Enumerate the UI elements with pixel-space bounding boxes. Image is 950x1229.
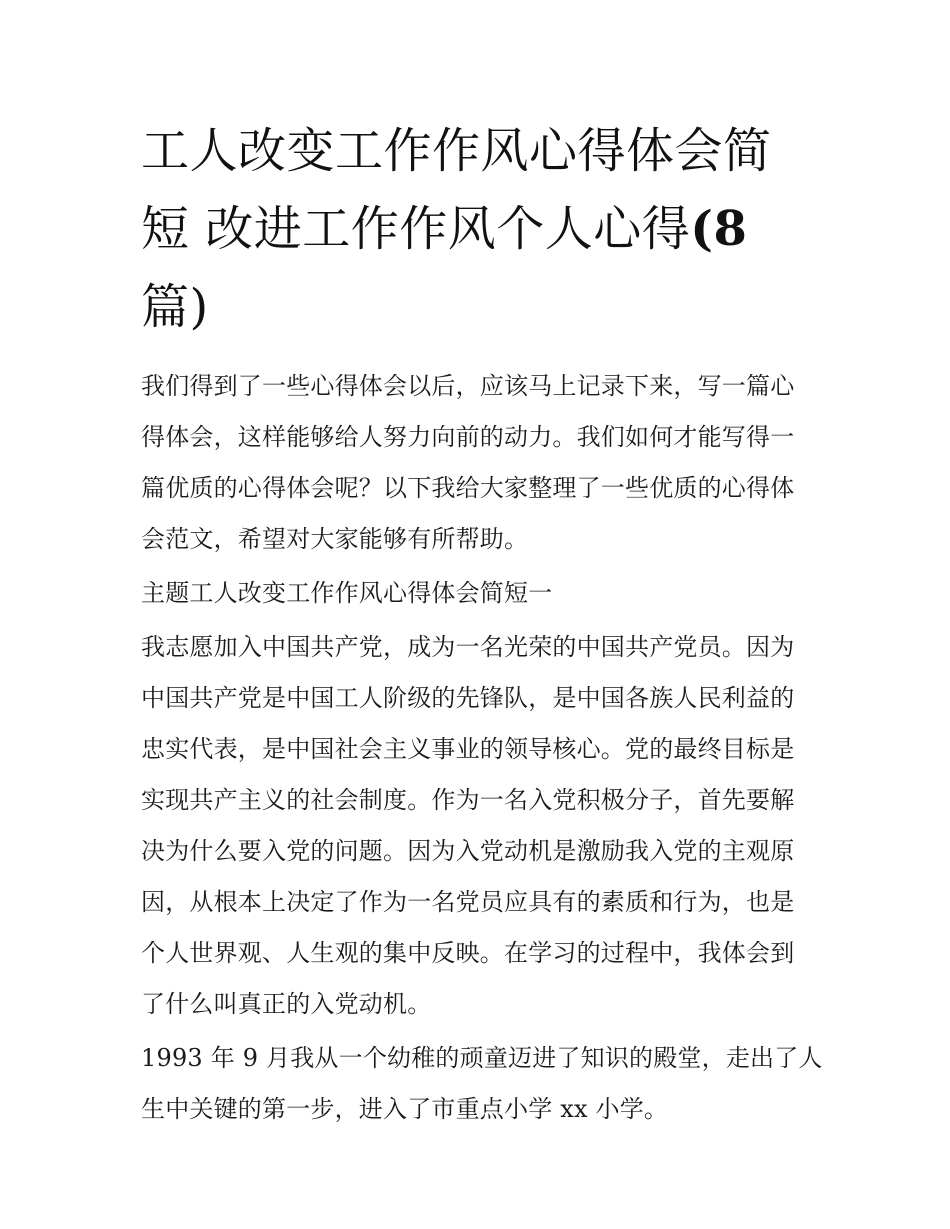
body-paragraph <box>141 1033 823 1135</box>
text-line: 1993 年 9 月我从一个幼稚的顽童迈进了知识的殿堂，走出了人 <box>141 1044 823 1072</box>
text-line: 个人世界观、人生观的集中反映。在学习的过程中，我体会到 <box>141 939 795 967</box>
title-line-text: 短 改进工作作风个人心得 <box>141 201 691 257</box>
intro-paragraph <box>141 361 813 565</box>
text-line: 生中关键的第一步，进入了市重点小学 xx 小学。 <box>141 1095 669 1123</box>
text-line: 实现共产主义的社会制度。作为一名入党积极分子，首先要解 <box>141 786 795 814</box>
document-body <box>141 361 823 1135</box>
text-line: 我们得到了一些心得体会以后，应该马上记录下来，写一篇心 <box>141 372 795 400</box>
title-line: 工人改变工作作风心得体会简 <box>141 123 772 179</box>
title-line: 篇) <box>141 279 209 335</box>
text-line: 我志愿加入中国共产党，成为一名光荣的中国共产党员。因为 <box>141 633 795 661</box>
document-title <box>141 112 813 346</box>
text-line: 得体会，这样能够给人努力向前的动力。我们如何才能写得一 <box>141 423 795 451</box>
text-line: 因，从根本上决定了作为一名党员应具有的素质和行为，也是 <box>141 888 795 916</box>
text-line: 忠实代表，是中国社会主义事业的领导核心。党的最终目标是 <box>141 735 795 763</box>
text-line: 了什么叫真正的入党动机。 <box>141 990 432 1018</box>
text-line: 主题工人改变工作作风心得体会简短一 <box>141 579 553 607</box>
text-line: 篇优质的心得体会呢？以下我给大家整理了一些优质的心得体 <box>141 474 795 502</box>
title-count: (8 <box>690 201 748 257</box>
text-line: 会范文，希望对大家能够有所帮助。 <box>141 525 529 553</box>
text-line: 中国共产党是中国工人阶级的先锋队，是中国各族人民利益的 <box>141 684 795 712</box>
title-line <box>141 190 813 268</box>
body-paragraph <box>141 622 813 1030</box>
text-line: 决为什么要入党的问题。因为入党动机是激励我入党的主观原 <box>141 837 795 865</box>
section-heading <box>141 568 813 619</box>
document-page <box>141 112 823 1138</box>
